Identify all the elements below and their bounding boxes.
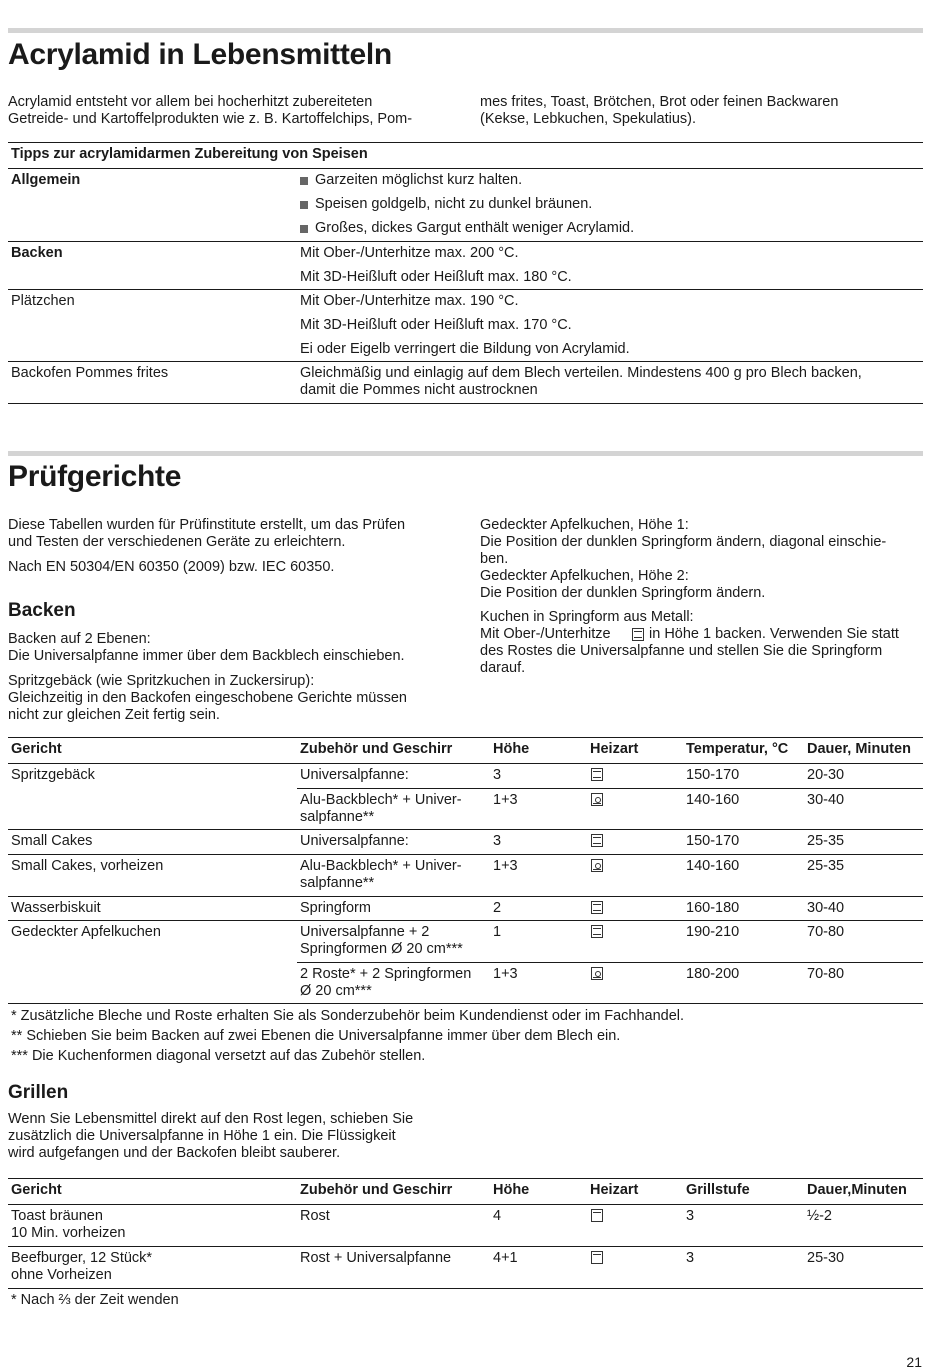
- grill-icon: [591, 1251, 603, 1264]
- col-header: Gericht: [11, 1182, 62, 1198]
- table-rule: [8, 1288, 923, 1289]
- table-cell: 3: [686, 1250, 695, 1266]
- col-header: Heizart: [590, 1182, 639, 1198]
- oven-top-bottom-heat-icon: [591, 768, 603, 781]
- table-rule: [8, 168, 923, 169]
- table-cell: 160-180: [686, 900, 740, 916]
- table-rule: [8, 142, 923, 143]
- tips-row-text: Mit Ober-/Unterhitze max. 200 °C.: [300, 245, 519, 261]
- table-cell: 3: [686, 1208, 695, 1224]
- col-header: Gericht: [11, 741, 62, 757]
- table-rule: [8, 1204, 923, 1205]
- pruef-intro-2: Nach EN 50304/EN 60350 (2009) bzw. IEC 60350.: [8, 559, 335, 575]
- hot-air-icon: [591, 967, 603, 980]
- backen-p2: Spritzgebäck (wie Spritzkuchen in Zuckersirup): Gleichzeitig in den Backofen eingeschobene Gerichte müssen nicht zur gleichen Zeit fertig sein.: [8, 673, 407, 723]
- table-rule: [8, 920, 923, 921]
- hot-air-icon: [591, 793, 603, 806]
- tips-row-label: Plätzchen: [11, 293, 75, 309]
- footnote: *** Die Kuchenformen diagonal versetzt auf das Zubehör stellen.: [11, 1048, 426, 1064]
- table-cell: 25-35: [807, 858, 845, 874]
- table-cell: 1: [493, 924, 502, 940]
- col-header: Zubehör und Geschirr: [300, 741, 453, 757]
- table-cell: 3: [493, 833, 502, 849]
- table-cell: 190-210: [686, 924, 740, 940]
- footnote: * Zusätzliche Bleche und Roste erhalten Sie als Sonderzubehör beim Kundendienst oder im Fachhandel.: [11, 1008, 685, 1024]
- table-rule: [8, 1178, 923, 1179]
- col-header: Höhe: [493, 741, 530, 757]
- col-header: Höhe: [493, 1182, 530, 1198]
- page-number: 21: [906, 1354, 922, 1370]
- table-cell: 70-80: [807, 966, 845, 982]
- acrylamid-intro-left: Acrylamid entsteht vor allem bei hocherhitzt zubereiteten Getreide- und Kartoffelprodukten wie z. B. Kartoffelchips, Pom-: [8, 94, 413, 127]
- hot-air-icon: [591, 859, 603, 872]
- table-cell: 1+3: [493, 858, 518, 874]
- table-cell: 4+1: [493, 1250, 518, 1266]
- table-rule: [8, 403, 923, 404]
- table-rule: [297, 962, 923, 963]
- table-cell: Small Cakes: [11, 833, 93, 849]
- table-cell: Toast bräunen 10 Min. vorheizen: [11, 1208, 126, 1241]
- table-cell: Gedeckter Apfelkuchen: [11, 924, 161, 940]
- pruef-title: Prüfgerichte: [8, 460, 182, 493]
- table-rule: [8, 1246, 923, 1247]
- table-cell: Spritzgebäck: [11, 767, 95, 783]
- table-cell: Universalpfanne:: [300, 833, 409, 849]
- col-header: Grillstufe: [686, 1182, 750, 1198]
- table-cell: Rost: [300, 1208, 330, 1224]
- tips-row-text: Großes, dickes Gargut enthält weniger Acrylamid.: [315, 220, 635, 236]
- bullet-icon: [300, 177, 308, 185]
- pruef-right-2a: Kuchen in Springform aus Metall: Mit Ober-/Unterhitze: [480, 609, 694, 642]
- table-cell: Beefburger, 12 Stück* ohne Vorheizen: [11, 1250, 153, 1283]
- table-rule: [8, 361, 923, 362]
- tips-row-label: Backofen Pommes frites: [11, 365, 169, 381]
- table-rule: [8, 854, 923, 855]
- table-cell: 140-160: [686, 792, 740, 808]
- table-rule: [8, 289, 923, 290]
- table-cell: 140-160: [686, 858, 740, 874]
- table-rule: [297, 788, 923, 789]
- pruef-right-2b: in Höhe 1 backen. Verwenden Sie statt: [649, 626, 899, 642]
- tips-row-text: Ei oder Eigelb verringert die Bildung von Acrylamid.: [300, 341, 630, 357]
- table-cell: 1+3: [493, 792, 518, 808]
- table-rule: [8, 763, 923, 764]
- tips-table-header: Tipps zur acrylamidarmen Zubereitung von Speisen: [11, 146, 368, 162]
- col-header: Zubehör und Geschirr: [300, 1182, 453, 1198]
- tips-row-text: Mit Ober-/Unterhitze max. 190 °C.: [300, 293, 519, 309]
- table-cell: Universalpfanne:: [300, 767, 409, 783]
- section-divider: [8, 28, 923, 33]
- table-cell: Wasserbiskuit: [11, 900, 101, 916]
- tips-row-text: Mit 3D-Heißluft oder Heißluft max. 180 °C.: [300, 269, 572, 285]
- oven-top-bottom-heat-icon: [591, 925, 603, 938]
- table-cell: 2: [493, 900, 502, 916]
- grillen-title: Grillen: [8, 1082, 69, 1103]
- table-cell: Rost + Universalpfanne: [300, 1250, 452, 1266]
- table-cell: 1+3: [493, 966, 518, 982]
- col-header: Dauer,Minuten: [807, 1182, 907, 1198]
- table-cell: 20-30: [807, 767, 845, 783]
- pruef-right-1: Gedeckter Apfelkuchen, Höhe 1: Die Position der dunklen Springform ändern, diagonal einschie- ben. Gedeckter Apfelkuchen, Höhe 2: Die Position der dunklen Springform ändern.: [480, 517, 887, 601]
- table-rule: [8, 1003, 923, 1004]
- table-cell: Small Cakes, vorheizen: [11, 858, 164, 874]
- oven-top-bottom-heat-icon: [591, 901, 603, 914]
- table-rule: [8, 896, 923, 897]
- table-cell: Alu-Backblech* + Univer- salpfanne**: [300, 858, 462, 891]
- tips-row-text: Speisen goldgelb, nicht zu dunkel bräunen.: [315, 196, 593, 212]
- pruef-intro-1: Diese Tabellen wurden für Prüfinstitute erstellt, um das Prüfen und Testen der verschiedenen Geräte zu erleichtern.: [8, 517, 406, 550]
- tips-row-label: Backen: [11, 245, 63, 261]
- table-cell: 2 Roste* + 2 Springformen Ø 20 cm***: [300, 966, 472, 999]
- table-cell: 150-170: [686, 767, 740, 783]
- tips-row-text: Garzeiten möglichst kurz halten.: [315, 172, 523, 188]
- grillen-p1: Wenn Sie Lebensmittel direkt auf den Rost legen, schieben Sie zusätzlich die Universalpfanne in Höhe 1 ein. Die Flüssigkeit wird aufgefangen und der Backofen bleibt sauberer.: [8, 1111, 414, 1161]
- table-cell: Universalpfanne + 2 Springformen Ø 20 cm***: [300, 924, 463, 957]
- table-cell: 30-40: [807, 792, 845, 808]
- acrylamid-title: Acrylamid in Lebensmitteln: [8, 38, 392, 71]
- pruef-right-2c: des Rostes die Universalpfanne und stellen Sie die Springform darauf.: [480, 643, 883, 676]
- table-cell: ½-2: [807, 1208, 832, 1224]
- table-cell: Springform: [300, 900, 371, 916]
- col-header: Heizart: [590, 741, 639, 757]
- table-cell: Alu-Backblech* + Univer- salpfanne**: [300, 792, 462, 825]
- grill-icon: [591, 1209, 603, 1222]
- bullet-icon: [300, 225, 308, 233]
- backen-p1: Backen auf 2 Ebenen: Die Universalpfanne immer über dem Backblech einschieben.: [8, 631, 405, 664]
- col-header: Temperatur, °C: [686, 741, 789, 757]
- tips-row-text: Mit 3D-Heißluft oder Heißluft max. 170 °C.: [300, 317, 572, 333]
- table-cell: 25-30: [807, 1250, 845, 1266]
- oven-top-bottom-heat-icon: [591, 834, 603, 847]
- table-cell: 150-170: [686, 833, 740, 849]
- table-cell: 70-80: [807, 924, 845, 940]
- oven-top-bottom-heat-icon: [632, 628, 644, 641]
- acrylamid-intro-right: mes frites, Toast, Brötchen, Brot oder feinen Backwaren (Kekse, Lebkuchen, Spekulatius).: [480, 94, 839, 127]
- table-cell: 3: [493, 767, 502, 783]
- col-header: Dauer, Minuten: [807, 741, 911, 757]
- table-rule: [8, 829, 923, 830]
- table-cell: 4: [493, 1208, 502, 1224]
- tips-row-label: Allgemein: [11, 172, 81, 188]
- table-cell: 180-200: [686, 966, 740, 982]
- footnote: * Nach ⅔ der Zeit wenden: [11, 1292, 179, 1308]
- section-divider: [8, 451, 923, 456]
- table-rule: [8, 241, 923, 242]
- table-rule: [8, 737, 923, 738]
- footnote: ** Schieben Sie beim Backen auf zwei Ebenen die Universalpfanne immer über dem Blech ein.: [11, 1028, 621, 1044]
- table-cell: 30-40: [807, 900, 845, 916]
- table-cell: 25-35: [807, 833, 845, 849]
- backen-title: Backen: [8, 600, 76, 621]
- tips-row-text: Gleichmäßig und einlagig auf dem Blech verteilen. Mindestens 400 g pro Blech backen, damit die Pommes nicht austrocknen: [300, 365, 862, 398]
- bullet-icon: [300, 201, 308, 209]
